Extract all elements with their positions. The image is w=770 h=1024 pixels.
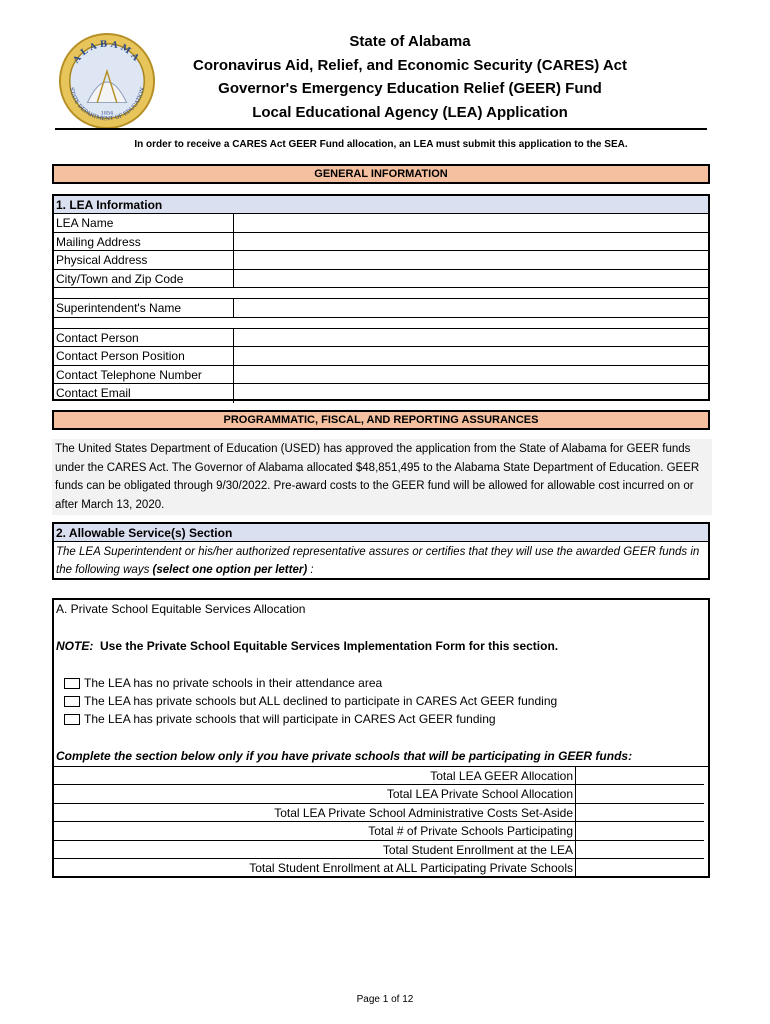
section2-body-end: : xyxy=(307,564,314,576)
checkbox[interactable] xyxy=(64,696,80,707)
section2-body: The LEA Superintendent or his/her authorized representative assures or certifies that they will use the awarded GEER funds in the following ways xyxy=(56,546,700,576)
option-label: The LEA has private schools but ALL declined to participate in CARES Act GEER funding xyxy=(84,694,558,708)
total-private-allocation-input[interactable] xyxy=(576,785,704,803)
table-row xyxy=(54,859,708,877)
option-all-declined xyxy=(64,694,557,708)
contact-email-input[interactable] xyxy=(234,384,708,403)
table-row xyxy=(54,804,708,822)
state-seal-logo xyxy=(58,32,156,130)
option-will-participate xyxy=(64,712,496,726)
checkbox[interactable] xyxy=(64,714,80,725)
table-row xyxy=(54,841,708,859)
assurances-bar: PROGRAMMATIC, FISCAL, AND REPORTING ASSURANCES xyxy=(52,410,710,430)
contact-position-row xyxy=(54,347,708,366)
intro-text: In order to receive a CARES Act GEER Fund allocation, an LEA must submit this application to the SEA. xyxy=(134,139,628,150)
mailing-address-row xyxy=(54,233,708,252)
total-label: Total Student Enrollment at ALL Participating Private Schools xyxy=(54,859,576,877)
contact-person-input[interactable] xyxy=(234,329,708,348)
field-label: Superintendent's Name xyxy=(54,299,234,318)
contact-person-row xyxy=(54,329,708,348)
private-school-section xyxy=(52,598,710,878)
option-label: The LEA has no private schools in their attendance area xyxy=(84,676,383,690)
superintendent-row xyxy=(54,299,708,318)
spacer xyxy=(54,318,708,329)
allowable-services-section xyxy=(52,522,710,580)
table-row xyxy=(54,785,708,803)
assurances-paragraph: The United States Department of Education (USED) has approved the application from the State of Alabama for GEER funds under the CARES Act. The Governor of Alabama allocated $48,851,495 to the Alabama State Department of Education. GEER funds can be obligated through 9/30/2022. Pre-award costs to the GEER fund will be allowed for allowable cost incurred on or after March 13, 2020. xyxy=(52,439,712,515)
note-text: Use the Private School Equitable Services Implementation Form for this section. xyxy=(100,639,559,653)
total-label: Total LEA Private School Allocation xyxy=(54,785,576,803)
field-label: Contact Telephone Number xyxy=(54,366,234,385)
table-row xyxy=(54,767,708,785)
title-line-4: Local Educational Agency (LEA) Application xyxy=(252,103,568,121)
field-label: Physical Address xyxy=(54,251,234,270)
private-schools-count-input[interactable] xyxy=(576,822,704,840)
mailing-address-input[interactable] xyxy=(234,233,708,252)
complete-note: Complete the section below only if you have private schools that will be participating in GEER funds: xyxy=(56,749,633,763)
superintendent-name-input[interactable] xyxy=(234,299,708,318)
lea-name-input[interactable] xyxy=(234,214,708,233)
admin-costs-input[interactable] xyxy=(576,804,704,822)
page-number: Page 1 of 12 xyxy=(356,994,414,1005)
lea-information-table xyxy=(52,194,710,401)
total-label: Total # of Private Schools Participating xyxy=(54,822,576,840)
document-title xyxy=(150,30,670,124)
allowable-services-text xyxy=(54,542,708,580)
table-row xyxy=(54,822,708,840)
section2-body-bold: (select one option per letter) xyxy=(152,564,308,576)
lea-information-heading: 1. LEA Information xyxy=(54,196,708,214)
general-information-bar: GENERAL INFORMATION xyxy=(52,164,710,184)
allowable-services-heading: 2. Allowable Service(s) Section xyxy=(54,524,708,542)
total-lea-geer-input[interactable] xyxy=(576,767,704,785)
field-label: Mailing Address xyxy=(54,233,234,252)
total-label: Total LEA GEER Allocation xyxy=(54,767,576,785)
contact-email-row xyxy=(54,384,708,403)
totals-table xyxy=(54,766,708,877)
note-line xyxy=(56,639,558,653)
total-label: Total Student Enrollment at the LEA xyxy=(54,841,576,859)
title-line-1: State of Alabama xyxy=(349,33,471,50)
contact-position-input[interactable] xyxy=(234,347,708,366)
title-line-3: Governor's Emergency Education Relief (GEER) Fund xyxy=(218,80,602,97)
checkbox[interactable] xyxy=(64,678,80,689)
field-label: Contact Person xyxy=(54,329,234,348)
physical-address-input[interactable] xyxy=(234,251,708,270)
total-label: Total LEA Private School Administrative Costs Set-Aside xyxy=(54,804,576,822)
lea-name-row xyxy=(54,214,708,233)
city-zip-input[interactable] xyxy=(234,270,708,289)
lea-enrollment-input[interactable] xyxy=(576,841,704,859)
option-no-private-schools xyxy=(64,676,382,690)
city-zip-row xyxy=(54,270,708,289)
note-label: NOTE: xyxy=(56,639,94,653)
field-label: Contact Person Position xyxy=(54,347,234,366)
seal-year: 1854 xyxy=(100,110,114,117)
option-label: The LEA has private schools that will participate in CARES Act GEER funding xyxy=(84,712,496,726)
private-school-heading: A. Private School Equitable Services Allocation xyxy=(56,602,306,616)
spacer xyxy=(54,288,708,299)
private-enrollment-input[interactable] xyxy=(576,859,704,877)
seal-top-text: ALABAMA xyxy=(71,39,143,66)
title-line-2: Coronavirus Aid, Relief, and Economic Security (CARES) Act xyxy=(193,56,627,74)
field-label: City/Town and Zip Code xyxy=(54,270,234,289)
contact-phone-row xyxy=(54,366,708,385)
field-label: Contact Email xyxy=(54,384,234,403)
field-label: LEA Name xyxy=(54,214,234,233)
physical-address-row xyxy=(54,251,708,270)
seal-bottom-text: STATE DEPARTMENT OF EDUCATION xyxy=(68,86,146,123)
contact-phone-input[interactable] xyxy=(234,366,708,385)
header-divider xyxy=(55,128,707,130)
